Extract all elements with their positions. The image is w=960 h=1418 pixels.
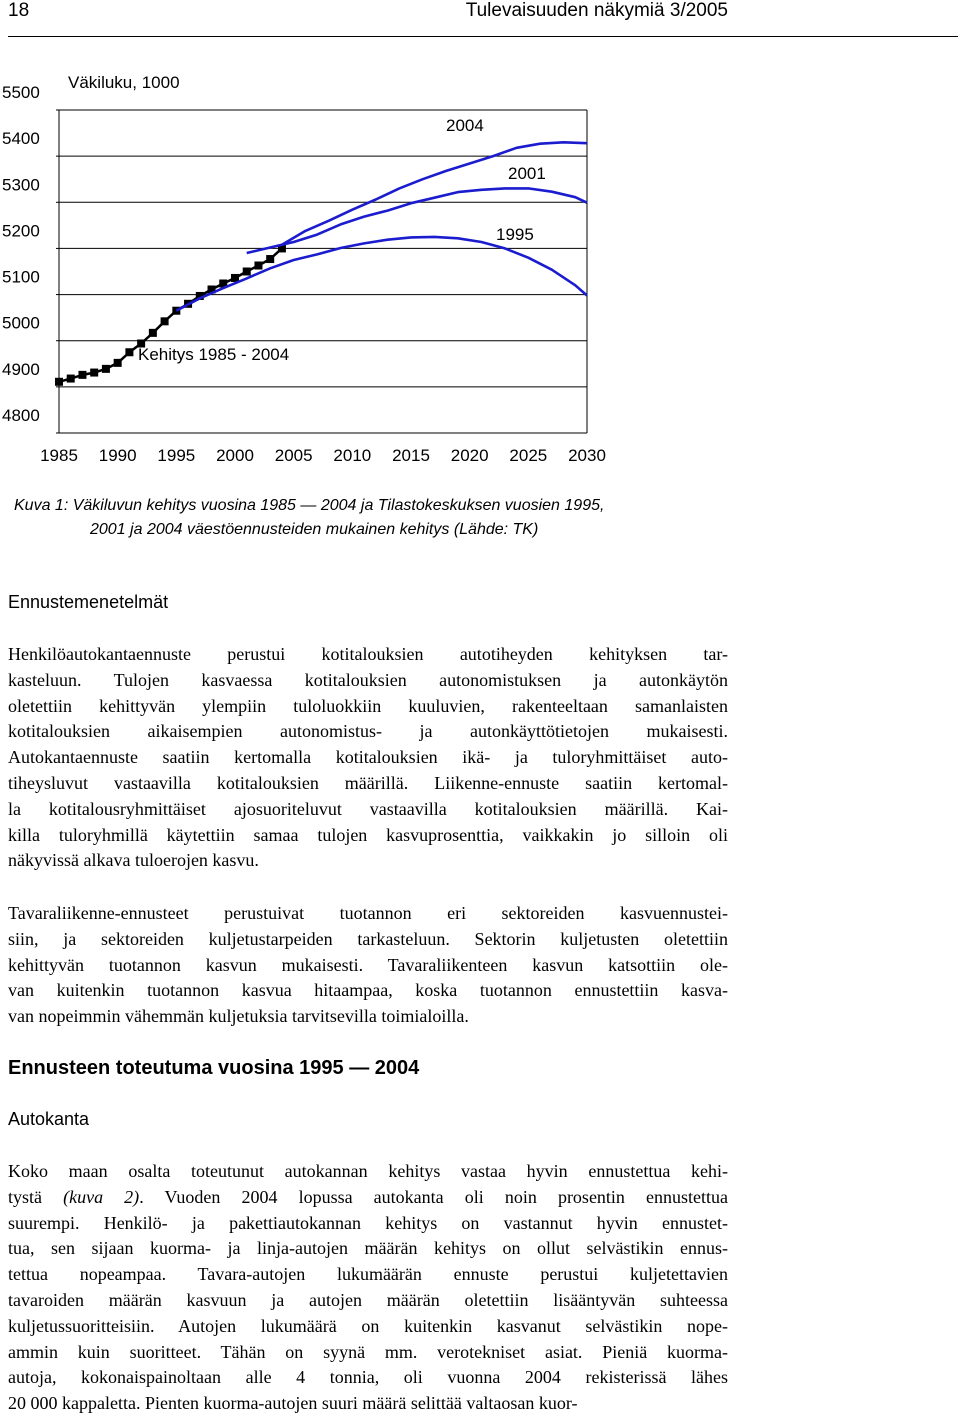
paragraph-methods-1 xyxy=(8,642,728,874)
y-tick-label: 4800 xyxy=(2,406,40,425)
history-point xyxy=(102,365,110,373)
text-line: autoja, kokonaispainoltaan alle 4 tonnia, oli vuonna 2004 rekisterissä lähes xyxy=(8,1367,728,1388)
text-line: tavaroiden määrän kasvuun ja autojen määrän oletettiin lisääntyvän suhteessa xyxy=(8,1289,728,1310)
history-point xyxy=(266,255,274,263)
x-tick-label: 2000 xyxy=(216,446,254,465)
y-tick-label: 5500 xyxy=(2,83,40,102)
text-line: van nopeimmin vähemmän kuljetuksia tarvitsevilla toimialoilla. xyxy=(8,1006,469,1027)
caption-line-2: 2001 ja 2004 väestöennusteiden mukainen kehitys (Lähde: TK) xyxy=(90,521,539,538)
y-tick-labels xyxy=(2,83,40,425)
text-line: kuljetussuoritteisiin. Autojen lukumäärä on kuitenkin kasvanut selvästikin nope- xyxy=(8,1315,728,1336)
y-tick-label: 5200 xyxy=(2,221,40,241)
section-heading-realization: Ennusteen toteutuma vuosina 1995 — 2004 xyxy=(8,1057,420,1079)
text-line: kotitalouksien aikaisempien autonomistus- ja autonkäyttötietojen mukaisesti. xyxy=(8,721,728,742)
history-point xyxy=(161,317,169,325)
history-point xyxy=(67,375,75,383)
chart-axes xyxy=(56,110,587,433)
history-point xyxy=(254,262,262,270)
figure-caption xyxy=(14,494,734,542)
x-tick-label: 1985 xyxy=(40,446,78,465)
history-point xyxy=(114,359,122,367)
series-label-1995: 1995 xyxy=(496,225,534,244)
paragraph-autokanta xyxy=(8,1159,728,1417)
text-line: Koko maan osalta toteutunut autokannan kehitys vastaa hyvin ennustettua kehi- xyxy=(8,1161,728,1181)
history-point xyxy=(78,371,86,379)
population-chart xyxy=(0,60,620,470)
text-line: Tavaraliikenne-ennusteet perustuivat tuotannon eri sektoreiden kasvuennustei- xyxy=(8,903,728,923)
y-tick-label: 5000 xyxy=(2,313,40,333)
text-line: Henkilöautokantaennuste perustui kotitalouksien autotiheyden kehityksen tar- xyxy=(8,644,728,664)
subheading-autokanta: Autokanta xyxy=(8,1109,90,1129)
series-label-2001: 2001 xyxy=(508,164,546,183)
text-line: tettua nopeampaa. Tavara-autojen lukumäärän ennuste perustui kuljetettavien xyxy=(8,1264,728,1285)
text-line: 20 000 kappaletta. Pienten kuorma-autojen suuri määrä selittää valtaosan kuor- xyxy=(8,1393,578,1414)
y-tick-label: 5100 xyxy=(2,267,40,287)
publication-title: Tulevaisuuden näkymiä 3/2005 xyxy=(465,0,728,21)
x-tick-label: 2010 xyxy=(333,446,372,465)
history-point xyxy=(55,378,63,386)
x-tick-label: 1990 xyxy=(98,446,137,465)
x-tick-label: 2020 xyxy=(450,446,489,465)
y-axis-label: Väkiluku, 1000 xyxy=(68,73,180,92)
y-tick-label: 4900 xyxy=(2,359,40,379)
text-line: kasteluun. Tulojen kasvaessa kotitalouksien autonomistuksen ja autonkäytön xyxy=(8,669,728,690)
x-tick-label: 2025 xyxy=(509,446,548,465)
history-point xyxy=(149,329,157,337)
history-point xyxy=(90,369,98,377)
text-line: Autokantaennuste saatiin kertomalla kotitalouksien ikä- ja tuloryhmittäiset auto- xyxy=(8,747,728,768)
header-divider xyxy=(8,36,958,37)
text-line: ammin kuin suoritteet. Tähän on syynä mm. verotekniset asiat. Pieniä kuorma- xyxy=(8,1341,728,1362)
history-point xyxy=(243,268,251,276)
y-tick-label: 5400 xyxy=(2,129,40,149)
page-header xyxy=(0,0,960,36)
text-line: van kuitenkin tuotannon kasvua hitaampaa, koska tuotannon ennustettiin kasva- xyxy=(8,980,728,1001)
x-tick-label: 1995 xyxy=(157,446,196,465)
y-tick-label: 5300 xyxy=(2,175,40,195)
series-label-2004: 2004 xyxy=(446,116,484,135)
x-tick-labels xyxy=(40,446,606,465)
text-line: tystä (kuva 2). Vuoden 2004 lopussa autokanta oli noin prosentin ennustettua xyxy=(8,1186,729,1207)
text-line: siin, ja sektoreiden kuljetustarpeiden tarkasteluun. Sektorin kuljetusten oletettiin xyxy=(8,928,728,949)
history-point xyxy=(125,348,133,356)
x-tick-label: 2030 xyxy=(568,446,606,465)
x-tick-label: 2005 xyxy=(274,446,313,465)
section-heading-methods: Ennustemenetelmät xyxy=(8,592,169,612)
series-label-history: Kehitys 1985 - 2004 xyxy=(138,345,290,364)
text-line: tua, sen sijaan kuorma- ja linja-autojen määrän kehitys on ollut selvästikin ennus- xyxy=(8,1238,728,1259)
text-line: la kotitalousryhmittäiset ajosuoriteluvut vastaavilla kotitalouksien määrillä. Kai- xyxy=(8,798,728,819)
caption-line-1: Kuva 1: Väkiluvun kehitys vuosina 1985 — 2004 ja Tilastokeskuksen vuosien 1995, xyxy=(14,497,605,514)
page-number: 18 xyxy=(8,0,30,21)
text-line: näkyvissä alkava tuloerojen kasvu. xyxy=(8,850,259,871)
text-line: killa tuloryhmillä käytettiin samaa tulojen kasvuprosenttia, vaikkakin jo silloin oli xyxy=(8,824,728,845)
text-line: oletettiin kehittyvän ylempiin tuloluokkiin kuuluvien, rakenteeltaan samanlaisten xyxy=(8,695,728,716)
text-line: kehittyvän tuotannon kasvun mukaisesti. Tavaraliikenteen kasvun katsottiin ole- xyxy=(8,954,728,975)
text-line: tiheysluvut vastaavilla kotitalouksien määrillä. Liikenne-ennuste saatiin kertomal- xyxy=(8,772,728,793)
x-tick-label: 2015 xyxy=(392,446,430,465)
forecast-line-2001 xyxy=(247,188,587,253)
paragraph-methods-2 xyxy=(8,901,728,1030)
text-line: suurempi. Henkilö- ja pakettiautokannan kehitys on vastannut hyvin ennustet- xyxy=(8,1212,728,1233)
